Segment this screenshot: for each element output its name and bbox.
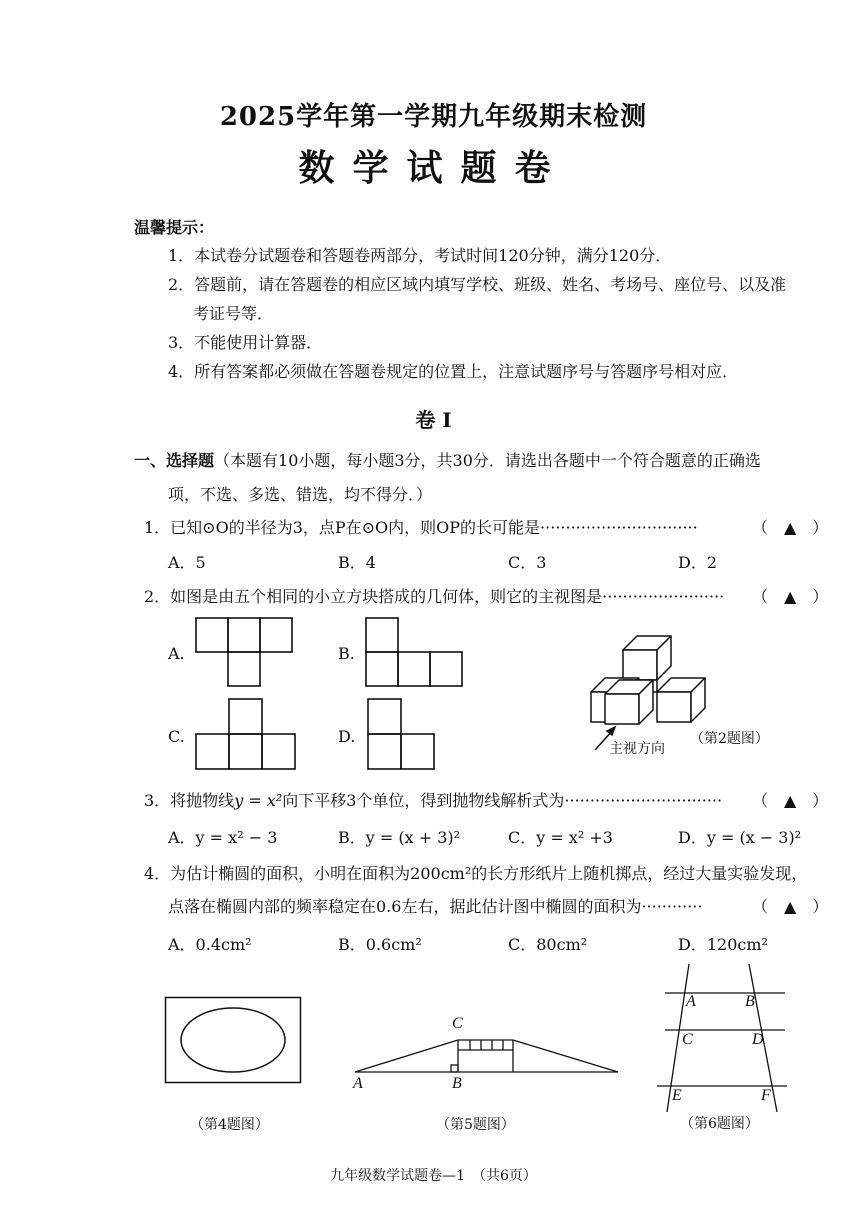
- q2-option-d-figure: [368, 699, 436, 771]
- q3-option-d: D．y = (x − 3)²: [678, 828, 802, 847]
- notice-item-4: 4．所有答案都必须做在答题卷规定的位置上，注意试题序号与答题序号相对应．: [168, 362, 739, 381]
- q1-option-c: C．3: [508, 553, 547, 572]
- q2-text: 2．如图是由五个相同的小立方块搭成的几何体，则它的主视图是························: [144, 587, 725, 606]
- q4-option-d: D．120cm²: [678, 935, 768, 954]
- part-heading-line: [134, 448, 761, 471]
- q5-caption: （第5题图）: [436, 1117, 515, 1133]
- q2-option-b: B.: [338, 644, 355, 663]
- q5-label-b: B: [452, 1075, 462, 1092]
- q3-option-a: A．y = x² − 3: [168, 828, 278, 847]
- part-heading: 一、选择题: [134, 451, 215, 470]
- q4-answer-mark: （ ▲ ）: [752, 897, 829, 916]
- q6-label-a: A: [686, 993, 696, 1010]
- q2-option-c: C.: [168, 727, 185, 746]
- q4-text-line2: 点落在椭圆内部的频率稳定在0.6左右，据此估计图中椭圆的面积为············: [168, 897, 703, 916]
- q3-option-b: B．y = (x + 3)²: [338, 828, 461, 847]
- q4-option-b: B．0.6cm²: [338, 935, 422, 954]
- q6-label-f: F: [761, 1087, 771, 1104]
- q3-option-c: C．y = x² +3: [508, 828, 613, 847]
- q5-label-a: A: [353, 1075, 363, 1092]
- q4-caption: （第4题图）: [190, 1117, 269, 1133]
- q6-caption: （第6题图）: [680, 1116, 759, 1132]
- q2-option-a-figure: [196, 618, 296, 688]
- notice-item-2: 2．答题前，请在答题卷的相应区域内填写学校、班级、姓名、考场号、座位号、以及准: [168, 275, 787, 294]
- subject-title: 数学试题卷: [298, 147, 569, 189]
- q2-answer-mark: （ ▲ ）: [752, 587, 829, 606]
- q4-option-c: C．80cm²: [508, 935, 588, 954]
- q4-text-line1: 4．为估计椭圆的面积，小明在面积为200cm²的长方形纸片上随机掷点，经过大量实验发现，: [144, 864, 808, 883]
- notice-item-1: 1．本试卷分试题卷和答题卷两部分，考试时间120分钟，满分120分．: [168, 246, 672, 265]
- page-footer: 九年级数学试题卷—1 （共6页）: [330, 1168, 537, 1184]
- q2-option-a: A.: [168, 644, 185, 663]
- q3-answer-mark: （ ▲ ）: [752, 791, 829, 810]
- notice-heading: 温馨提示：: [134, 218, 215, 237]
- q5-figure: [355, 1035, 625, 1075]
- q6-label-b: B: [745, 993, 755, 1010]
- q1-text: 1．已知⊙O的半径为3，点P在⊙O内，则OP的长可能是·······························: [144, 518, 698, 537]
- q6-label-d: D: [752, 1031, 764, 1048]
- q1-option-b: B．4: [338, 553, 376, 572]
- q1-option-d: D．2: [678, 553, 718, 572]
- q2-option-d: D.: [338, 727, 356, 746]
- notice-item-3: 3．不能使用计算器．: [168, 333, 323, 352]
- q4-figure: [165, 997, 301, 1083]
- q2-option-c-figure: [196, 699, 296, 771]
- notice-item-2-cont: 考证号等．: [193, 304, 274, 323]
- q6-label-e: E: [672, 1087, 682, 1104]
- q2-view-label: 主视方向: [609, 741, 665, 757]
- section-label: 卷 I: [415, 408, 452, 432]
- exam-title: 2025学年第一学期九年级期末检测: [219, 102, 648, 132]
- q3-text-pre: 3．将抛物线: [144, 791, 235, 810]
- q2-option-b-figure: [366, 618, 466, 688]
- q3-text: [144, 788, 739, 811]
- part-desc-2: 项，不选、多选、错选，均不得分．）: [168, 485, 433, 504]
- q3-text-post: 向下平移3个单位，得到抛物线解析式为·······························: [282, 791, 723, 810]
- q2-caption: （第2题图）: [690, 731, 769, 747]
- q6-label-c: C: [682, 1031, 693, 1048]
- q5-label-c: C: [452, 1015, 463, 1032]
- q3-equation: y = x²: [234, 791, 283, 810]
- part-desc-1: （本题有10小题，每小题3分，共30分．请选出各题中一个符合题意的正确选: [214, 451, 761, 470]
- q1-option-a: A．5: [168, 553, 206, 572]
- q1-answer-mark: （ ▲ ）: [752, 518, 829, 537]
- q4-option-a: A．0.4cm²: [168, 935, 252, 954]
